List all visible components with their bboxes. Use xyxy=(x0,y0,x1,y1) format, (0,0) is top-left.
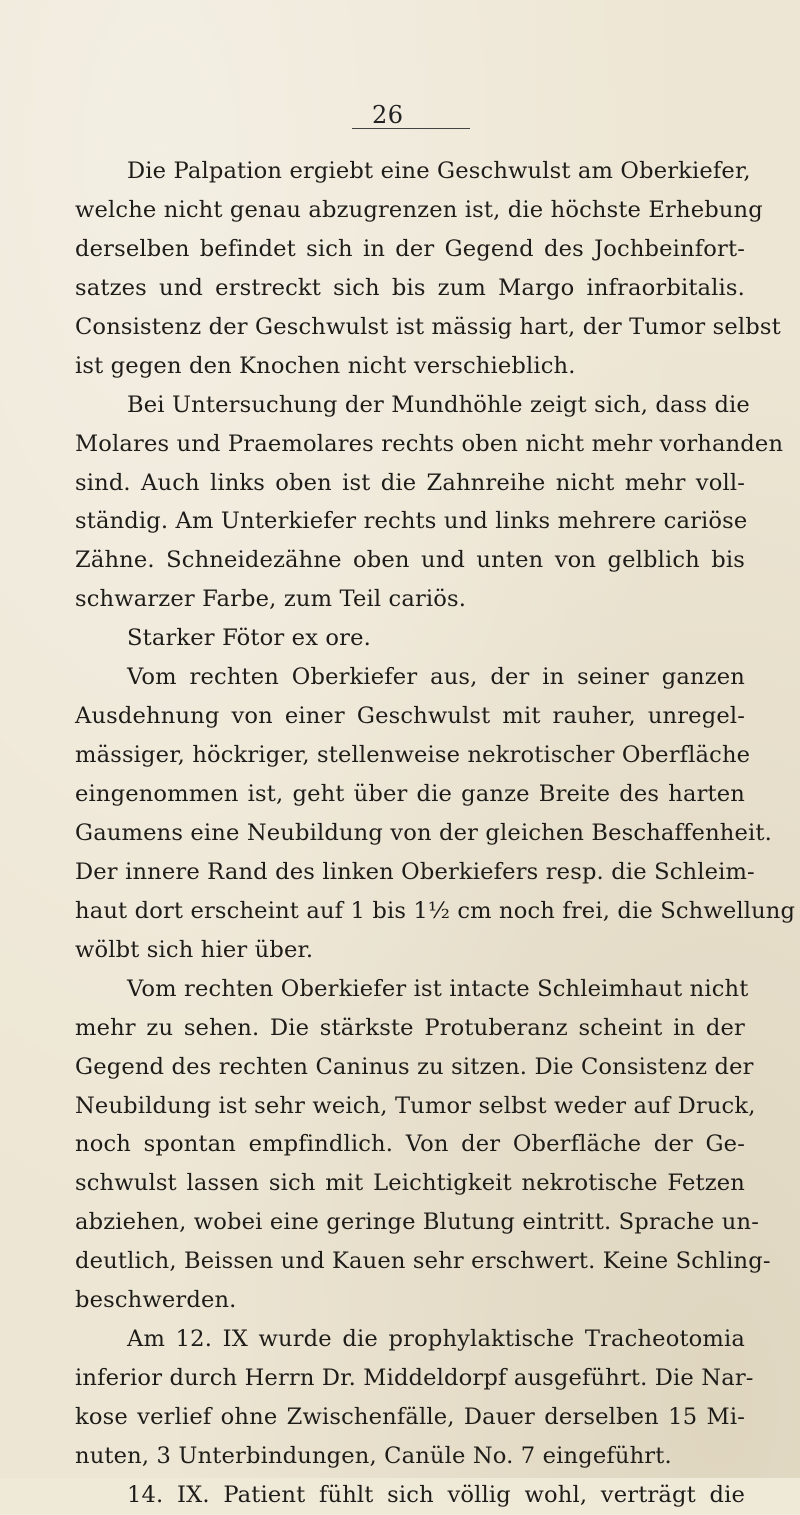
text-line: wölbt sich hier über. xyxy=(75,936,314,963)
text-line: inferior durch Herrn Dr. Middeldorpf ausgeführt. Die Nar- xyxy=(75,1365,754,1392)
text-line: Starker Fötor ex ore. xyxy=(127,625,371,652)
text-line: haut dort erscheint auf 1 bis 1½ cm noch frei, die Schwellung xyxy=(75,897,796,924)
page-number-rule xyxy=(352,128,470,129)
page-number: 26 xyxy=(372,101,404,129)
body-text xyxy=(75,152,796,1515)
text-line: kose verlief ohne Zwischenfälle, Dauer derselben 15 Mi- xyxy=(75,1404,745,1430)
text-line: Der innere Rand des linken Oberkiefers resp. die Schleim- xyxy=(75,858,755,885)
text-line: schwarzer Farbe, zum Teil cariös. xyxy=(75,586,467,613)
text-line: nuten, 3 Unterbindungen, Canüle No. 7 eingeführt. xyxy=(75,1442,672,1469)
text-line: Neubildung ist sehr weich, Tumor selbst weder auf Druck, xyxy=(75,1092,756,1119)
text-line: Vom rechten Oberkiefer aus, der in seiner ganzen xyxy=(127,664,745,691)
text-line: mässiger, höckriger, stellenweise nekrotischer Oberfläche xyxy=(75,742,751,769)
text-line: welche nicht genau abzugrenzen ist, die höchste Erhebung xyxy=(75,196,763,223)
text-line: sind. Auch links oben ist die Zahnreihe nicht mehr voll- xyxy=(75,469,745,496)
text-line: noch spontan empfindlich. Von der Oberfläche der Ge- xyxy=(75,1131,745,1158)
text-line: Zähne. Schneidezähne oben und unten von gelblich bis xyxy=(75,547,745,574)
text-line: Vom rechten Oberkiefer ist intacte Schleimhaut nicht xyxy=(127,975,749,1002)
text-line: Gegend des rechten Caninus zu sitzen. Die Consistenz der xyxy=(75,1053,754,1080)
text-line: Am 12. IX wurde die prophylaktische Tracheotomia xyxy=(127,1326,745,1353)
text-line: satzes und erstreckt sich bis zum Margo infraorbitalis. xyxy=(75,274,745,301)
text-line: 14. IX. Patient fühlt sich völlig wohl, verträgt die xyxy=(127,1481,745,1508)
text-line: derselben befindet sich in der Gegend des Jochbeinfort- xyxy=(75,235,745,262)
text-line: mehr zu sehen. Die stärkste Protuberanz scheint in der xyxy=(75,1014,745,1041)
text-line: beschwerden. xyxy=(75,1287,237,1314)
text-line: Consistenz der Geschwulst ist mässig hart, der Tumor selbst xyxy=(75,313,781,340)
text-line: abziehen, wobei eine geringe Blutung eintritt. Sprache un- xyxy=(75,1209,759,1236)
text-line: Molares und Praemolares rechts oben nicht mehr vorhanden xyxy=(75,430,784,457)
text-line: Ausdehnung von einer Geschwulst mit rauher, unregel- xyxy=(75,703,745,730)
text-line: deutlich, Beissen und Kauen sehr erschwert. Keine Schling- xyxy=(75,1248,771,1275)
text-line: Gaumens eine Neubildung von der gleichen Beschaffenheit. xyxy=(75,819,772,846)
text-line: Die Palpation ergiebt eine Geschwulst am Oberkiefer, xyxy=(127,158,751,184)
text-line: eingenommen ist, geht über die ganze Breite des harten xyxy=(75,781,745,807)
text-line: ist gegen den Knochen nicht verschieblich. xyxy=(75,352,576,379)
text-line: schwulst lassen sich mit Leichtigkeit nekrotische Fetzen xyxy=(75,1170,745,1197)
text-line: ständig. Am Unterkiefer rechts und links mehrere cariöse xyxy=(75,508,748,535)
text-line: Bei Untersuchung der Mundhöhle zeigt sich, dass die xyxy=(127,391,750,418)
